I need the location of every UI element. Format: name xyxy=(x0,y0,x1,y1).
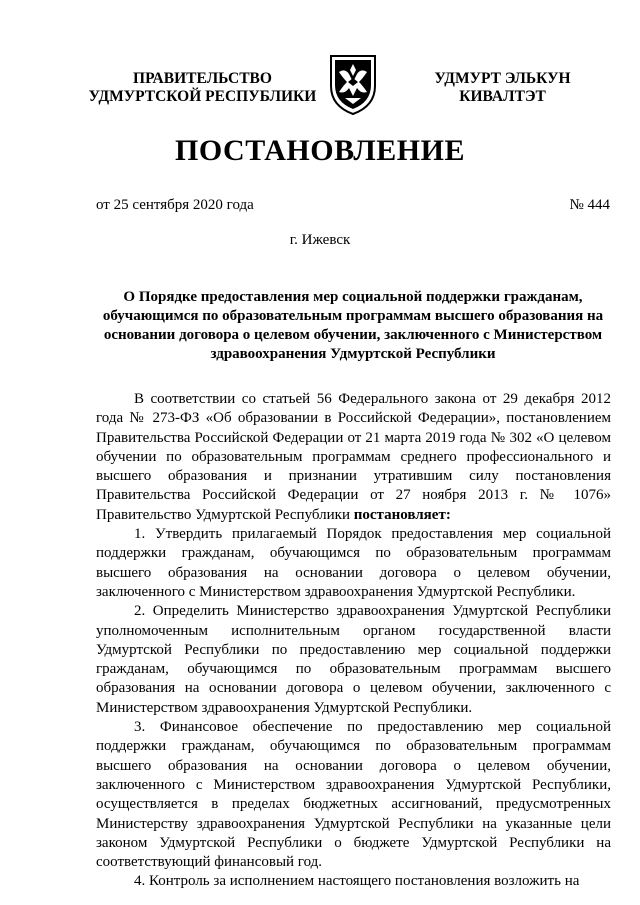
government-name-line1: ПРАВИТЕЛЬСТВО xyxy=(133,70,272,87)
document-title: ПОСТАНОВЛЕНИЕ xyxy=(175,134,465,167)
government-name-line2: УДМУРТСКОЙ РЕСПУБЛИКИ xyxy=(88,88,317,105)
preamble-paragraph xyxy=(96,390,611,525)
document-number: № 444 xyxy=(569,197,610,213)
government-name-udmurt xyxy=(415,70,590,106)
item-2: 2. Определить Министерство здравоохранения Удмуртской Республики уполномоченным исполнительным органом государственной власти Удмуртской Республики по предоставлению мер социальной поддержки гражданам, обучающимся по образовательным программам высшего образования на основании договора о целевом обучении, заключенного с Министерством здравоохранения Удмуртской Республики. xyxy=(96,603,611,716)
preamble-end: : xyxy=(445,506,451,523)
document-city: г. Ижевск xyxy=(289,232,351,248)
government-name-udmurt-line2: КИВАЛТЭТ xyxy=(459,88,546,105)
item-3: 3. Финансовое обеспечение по предоставлению мер социальной поддержки гражданам, обучающимся по образовательным программам высшего образования на основании договора о целевом обучении, заключенного с Министерством здравоохранения Удмуртской Республики, осуществляется в пределах бюджетных ассигнований, предусмотренных Министерству здравоохранения Удмуртской Республики на указанные цели законом Удмуртской Республики о бюджете Удмуртской Республики на соответствующий финансовый год. xyxy=(96,719,611,871)
preamble-text: В соответствии со статьей 56 Федерального закона от 29 декабря 2012 года № 273-ФЗ «Об образовании в Российской Федерации», постановлением Правительства Российской Федерации от 21 марта 2019 года № 302 «О целевом обучении по образовательным программам среднего профессионального и высшего образования и признании утратившим силу постановления Правительства Российской Федерации от 27 ноября 2013 г. № 1076» Правительство Удмуртской Республики xyxy=(96,391,611,523)
document-body xyxy=(96,390,611,892)
government-name-russian xyxy=(80,70,325,106)
preamble-bold-word: постановляет xyxy=(353,506,446,523)
government-name-udmurt-line1: УДМУРТ ЭЛЬКУН xyxy=(434,70,571,87)
item-4: 4. Контроль за исполнением настоящего постановления возложить на xyxy=(134,873,580,890)
document-subject: О Порядке предоставления мер социальной поддержки гражданам, обучающимся по образовательным программам высшего образования на основании договора о целевом обучении, заключенного с Министерством здравоохранения Удмуртской Республики xyxy=(102,289,604,362)
udmurt-coat-of-arms-icon xyxy=(327,52,379,116)
document-date: от 25 сентября 2020 года xyxy=(96,197,254,213)
item-1: 1. Утвердить прилагаемый Порядок предоставления мер социальной поддержки гражданам, обучающимся по образовательным программам высшего образования на основании договора о целевом обучении, заключенного с Министерством здравоохранения Удмуртской Республики. xyxy=(96,526,611,600)
